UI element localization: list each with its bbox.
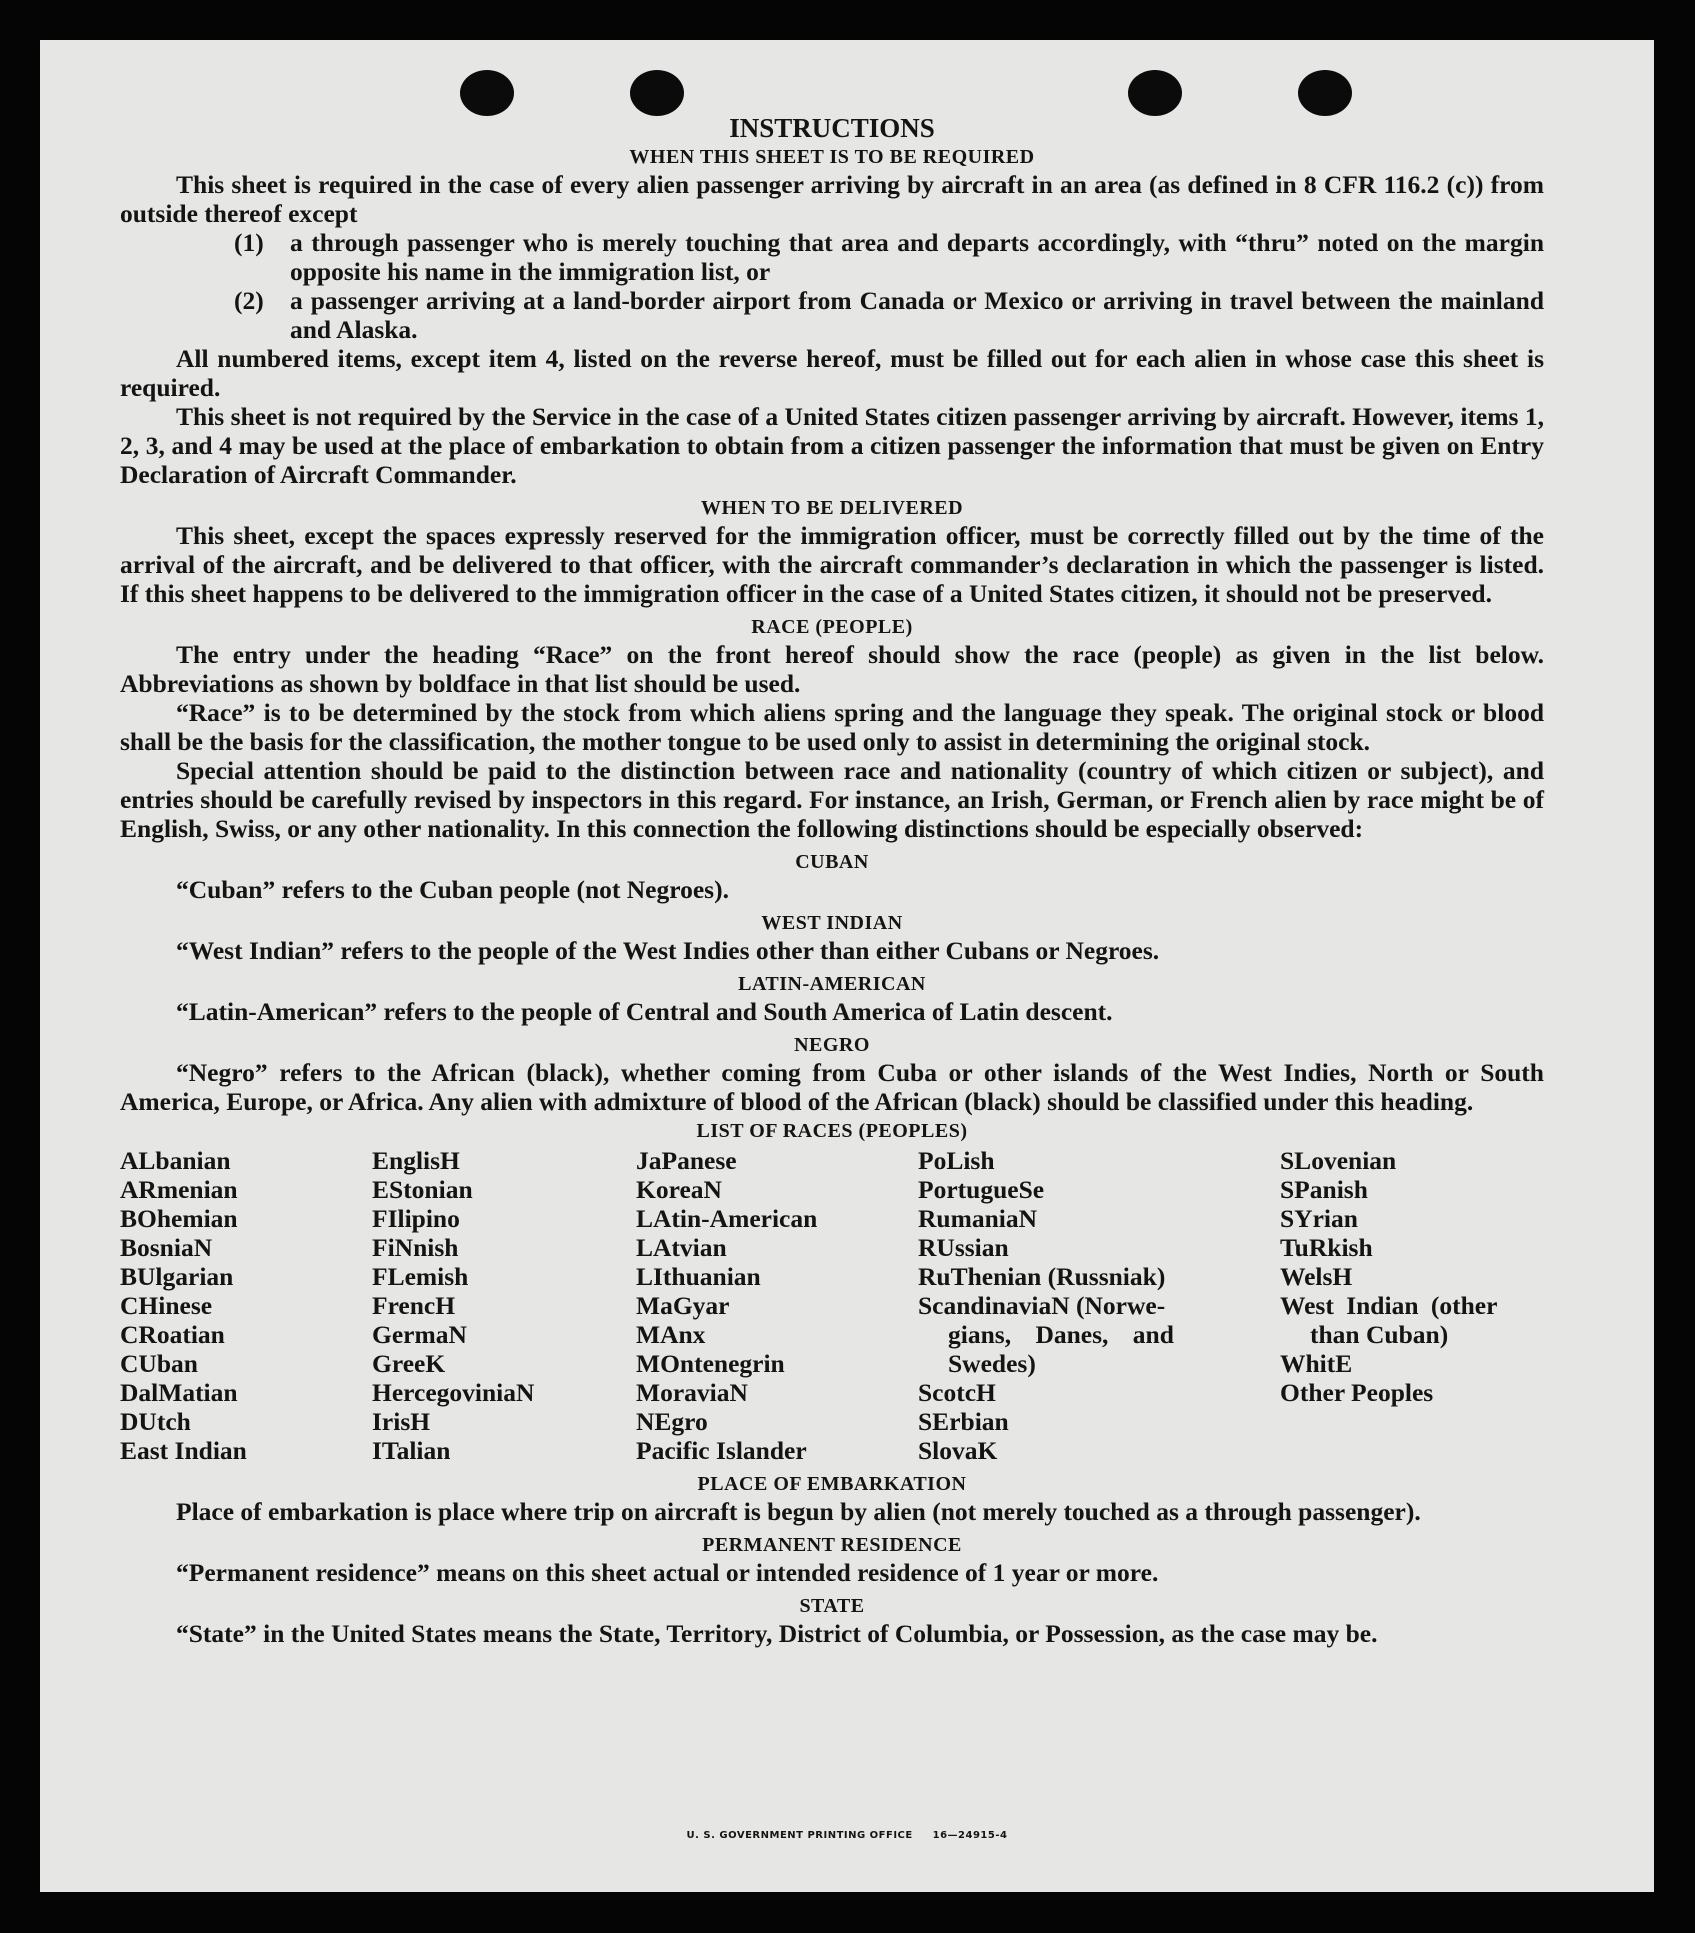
race-item: KoreaN (636, 1175, 722, 1204)
race-item: ScotcH (918, 1378, 996, 1407)
punch-hole (630, 70, 684, 116)
race-item: WelsH (1280, 1262, 1353, 1291)
paragraph: The entry under the heading “Race” on the front hereof should show the race (people) as given in the list below. Abbreviations as shown by boldface in that list should be used. (120, 640, 1544, 698)
race-item: LIthuanian (636, 1262, 761, 1291)
punch-hole (1298, 70, 1352, 116)
race-item: TuRkish (1280, 1233, 1373, 1262)
section-heading-required: WHEN THIS SHEET IS TO BE REQUIRED (629, 146, 1035, 168)
race-item: SLovenian (1280, 1146, 1397, 1175)
race-item: Swedes) (948, 1349, 1036, 1378)
race-item: EnglisH (372, 1146, 460, 1175)
paragraph: “Permanent residence” means on this sheet actual or intended residence of 1 year or more. (176, 1558, 1159, 1587)
paragraph: Special attention should be paid to the distinction between race and nationality (country of which citizen or subject), and entries should be carefully revised by inspectors in this regard. For instance, an Irish, German, or French alien by race might be of English, Swiss, or any other nationality. In this connection the following distinctions should be especially observed: (120, 756, 1544, 843)
race-item: Other Peoples (1280, 1378, 1434, 1407)
race-item: SPanish (1280, 1175, 1368, 1204)
document-body (120, 112, 1544, 1648)
race-item: DalMatian (120, 1378, 238, 1407)
race-item: ALbanian (120, 1146, 231, 1175)
race-item: NEgro (636, 1407, 708, 1436)
race-item: PoLish (918, 1146, 995, 1175)
race-item: LAtin-American (636, 1204, 818, 1233)
paragraph: This sheet is not required by the Service in the case of a United States citizen passenger arriving by aircraft. However, items 1, 2, 3, and 4 may be used at the place of embarkation to obtain from a citizen passenger the information that must be given on Entry Declaration of Aircraft Commander. (120, 402, 1544, 489)
race-item: Pacific Islander (636, 1436, 807, 1465)
exception-item-1 (120, 228, 1544, 286)
section-heading-race: RACE (PEOPLE) (751, 616, 913, 638)
race-item: SlovaK (918, 1436, 998, 1465)
race-item: BUlgarian (120, 1262, 234, 1291)
race-item: CUban (120, 1349, 198, 1378)
item-text: a through passenger who is merely touching that area and departs accordingly, with “thru” noted on the margin opposite his name in the immigration list, or (290, 228, 1544, 286)
race-item: LAtvian (636, 1233, 727, 1262)
section-heading-latin-american: LATIN-AMERICAN (738, 973, 926, 995)
race-item: FIlipino (372, 1204, 460, 1233)
race-item: ITalian (372, 1436, 451, 1465)
race-item: RuThenian (Russniak) (918, 1262, 1166, 1291)
section-heading-west-indian: WEST INDIAN (761, 912, 903, 934)
instruction-sheet (40, 40, 1654, 1892)
race-item: BOhemian (120, 1204, 238, 1233)
page-title: INSTRUCTIONS (729, 113, 935, 143)
race-item: MaGyar (636, 1291, 730, 1320)
section-heading-negro: NEGRO (794, 1034, 870, 1056)
race-item: DUtch (120, 1407, 191, 1436)
race-item: FrencH (372, 1291, 456, 1320)
races-column-5 (1280, 1146, 1544, 1465)
race-item: GermaN (372, 1320, 467, 1349)
paragraph: All numbered items, except item 4, listed on the reverse hereof, must be filled out for each alien in whose case this sheet is required. (120, 344, 1544, 402)
race-item: WhitE (1280, 1349, 1353, 1378)
race-item: West Indian (other (1280, 1291, 1498, 1320)
paragraph: “State” in the United States means the State, Territory, District of Columbia, or Possession, as the case may be. (176, 1619, 1378, 1648)
paragraph: Place of embarkation is place where trip on aircraft is begun by alien (not merely touched as a through passenger). (176, 1497, 1421, 1526)
section-heading-delivered: WHEN TO BE DELIVERED (700, 497, 964, 519)
race-item: GreeK (372, 1349, 446, 1378)
race-item: RumaniaN (918, 1204, 1038, 1233)
race-item: EStonian (372, 1175, 473, 1204)
paragraph: This sheet is required in the case of every alien passenger arriving by aircraft in an area (as defined in 8 CFR 116.2 (c)) from outside thereof except (120, 170, 1544, 228)
section-heading-state: STATE (799, 1595, 865, 1617)
section-heading-list: LIST OF RACES (PEOPLES) (696, 1120, 968, 1142)
race-item: FLemish (372, 1262, 469, 1291)
section-heading-embarkation: PLACE OF EMBARKATION (697, 1473, 967, 1495)
paragraph: “Race” is to be determined by the stock from which aliens spring and the language they speak. The original stock or blood shall be the basis for the classification, the mother tongue to be used only to assist in determining the original stock. (120, 698, 1544, 756)
race-item: East Indian (120, 1436, 247, 1465)
race-item: ARmenian (120, 1175, 238, 1204)
race-item: BosniaN (120, 1233, 213, 1262)
race-item: CRoatian (120, 1320, 225, 1349)
race-item: SErbian (918, 1407, 1009, 1436)
race-item: SYrian (1280, 1204, 1358, 1233)
race-item: RUssian (918, 1233, 1009, 1262)
races-list (120, 1146, 1544, 1465)
race-item: FiNnish (372, 1233, 459, 1262)
item-number: (1) (234, 228, 264, 257)
races-column-1 (120, 1146, 372, 1465)
race-item: ScandinaviaN (Norwe- (918, 1291, 1166, 1320)
paragraph: “Negro” refers to the African (black), whether coming from Cuba or other islands of the West Indies, North or South America, Europe, or Africa. Any alien with admixture of blood of the African (black) should be classified under this heading. (120, 1058, 1544, 1116)
paragraph: This sheet, except the spaces expressly reserved for the immigration officer, must be correctly filled out by the time of the arrival of the aircraft, and be delivered to that officer, with the aircraft commander’s declaration in which the passenger is listed. If this sheet happens to be delivered to the immigration officer in the case of a United States citizen, it should not be preserved. (120, 521, 1544, 608)
race-item: MAnx (636, 1320, 706, 1349)
race-item: gians, Danes, and (948, 1320, 1174, 1349)
section-heading-residence: PERMANENT RESIDENCE (702, 1534, 962, 1556)
paragraph: “Latin-American” refers to the people of Central and South America of Latin descent. (176, 997, 1113, 1026)
item-text: a passenger arriving at a land-border airport from Canada or Mexico or arriving in travel between the mainland and Alaska. (290, 286, 1544, 344)
race-item: MoraviaN (636, 1378, 748, 1407)
punch-hole (1128, 70, 1182, 116)
race-item: JaPanese (636, 1146, 737, 1175)
race-item: HercegoviniaN (372, 1378, 535, 1407)
paragraph: “West Indian” refers to the people of the West Indies other than either Cubans or Negroes. (176, 936, 1160, 965)
exception-item-2 (120, 286, 1544, 344)
races-column-2 (372, 1146, 636, 1465)
item-number: (2) (234, 286, 264, 315)
race-item: CHinese (120, 1291, 213, 1320)
race-item: than Cuban) (1310, 1320, 1449, 1349)
paragraph: “Cuban” refers to the Cuban people (not Negroes). (176, 875, 729, 904)
races-column-4 (918, 1146, 1280, 1465)
races-column-3 (636, 1146, 918, 1465)
race-item: PortugueSe (918, 1175, 1045, 1204)
printer-imprint: U. S. GOVERNMENT PRINTING OFFICE 16—24915-4 (686, 1830, 1008, 1841)
punch-hole (460, 70, 514, 116)
section-heading-cuban: CUBAN (795, 851, 869, 873)
race-item: IrisH (372, 1407, 431, 1436)
race-item: MOntenegrin (636, 1349, 785, 1378)
